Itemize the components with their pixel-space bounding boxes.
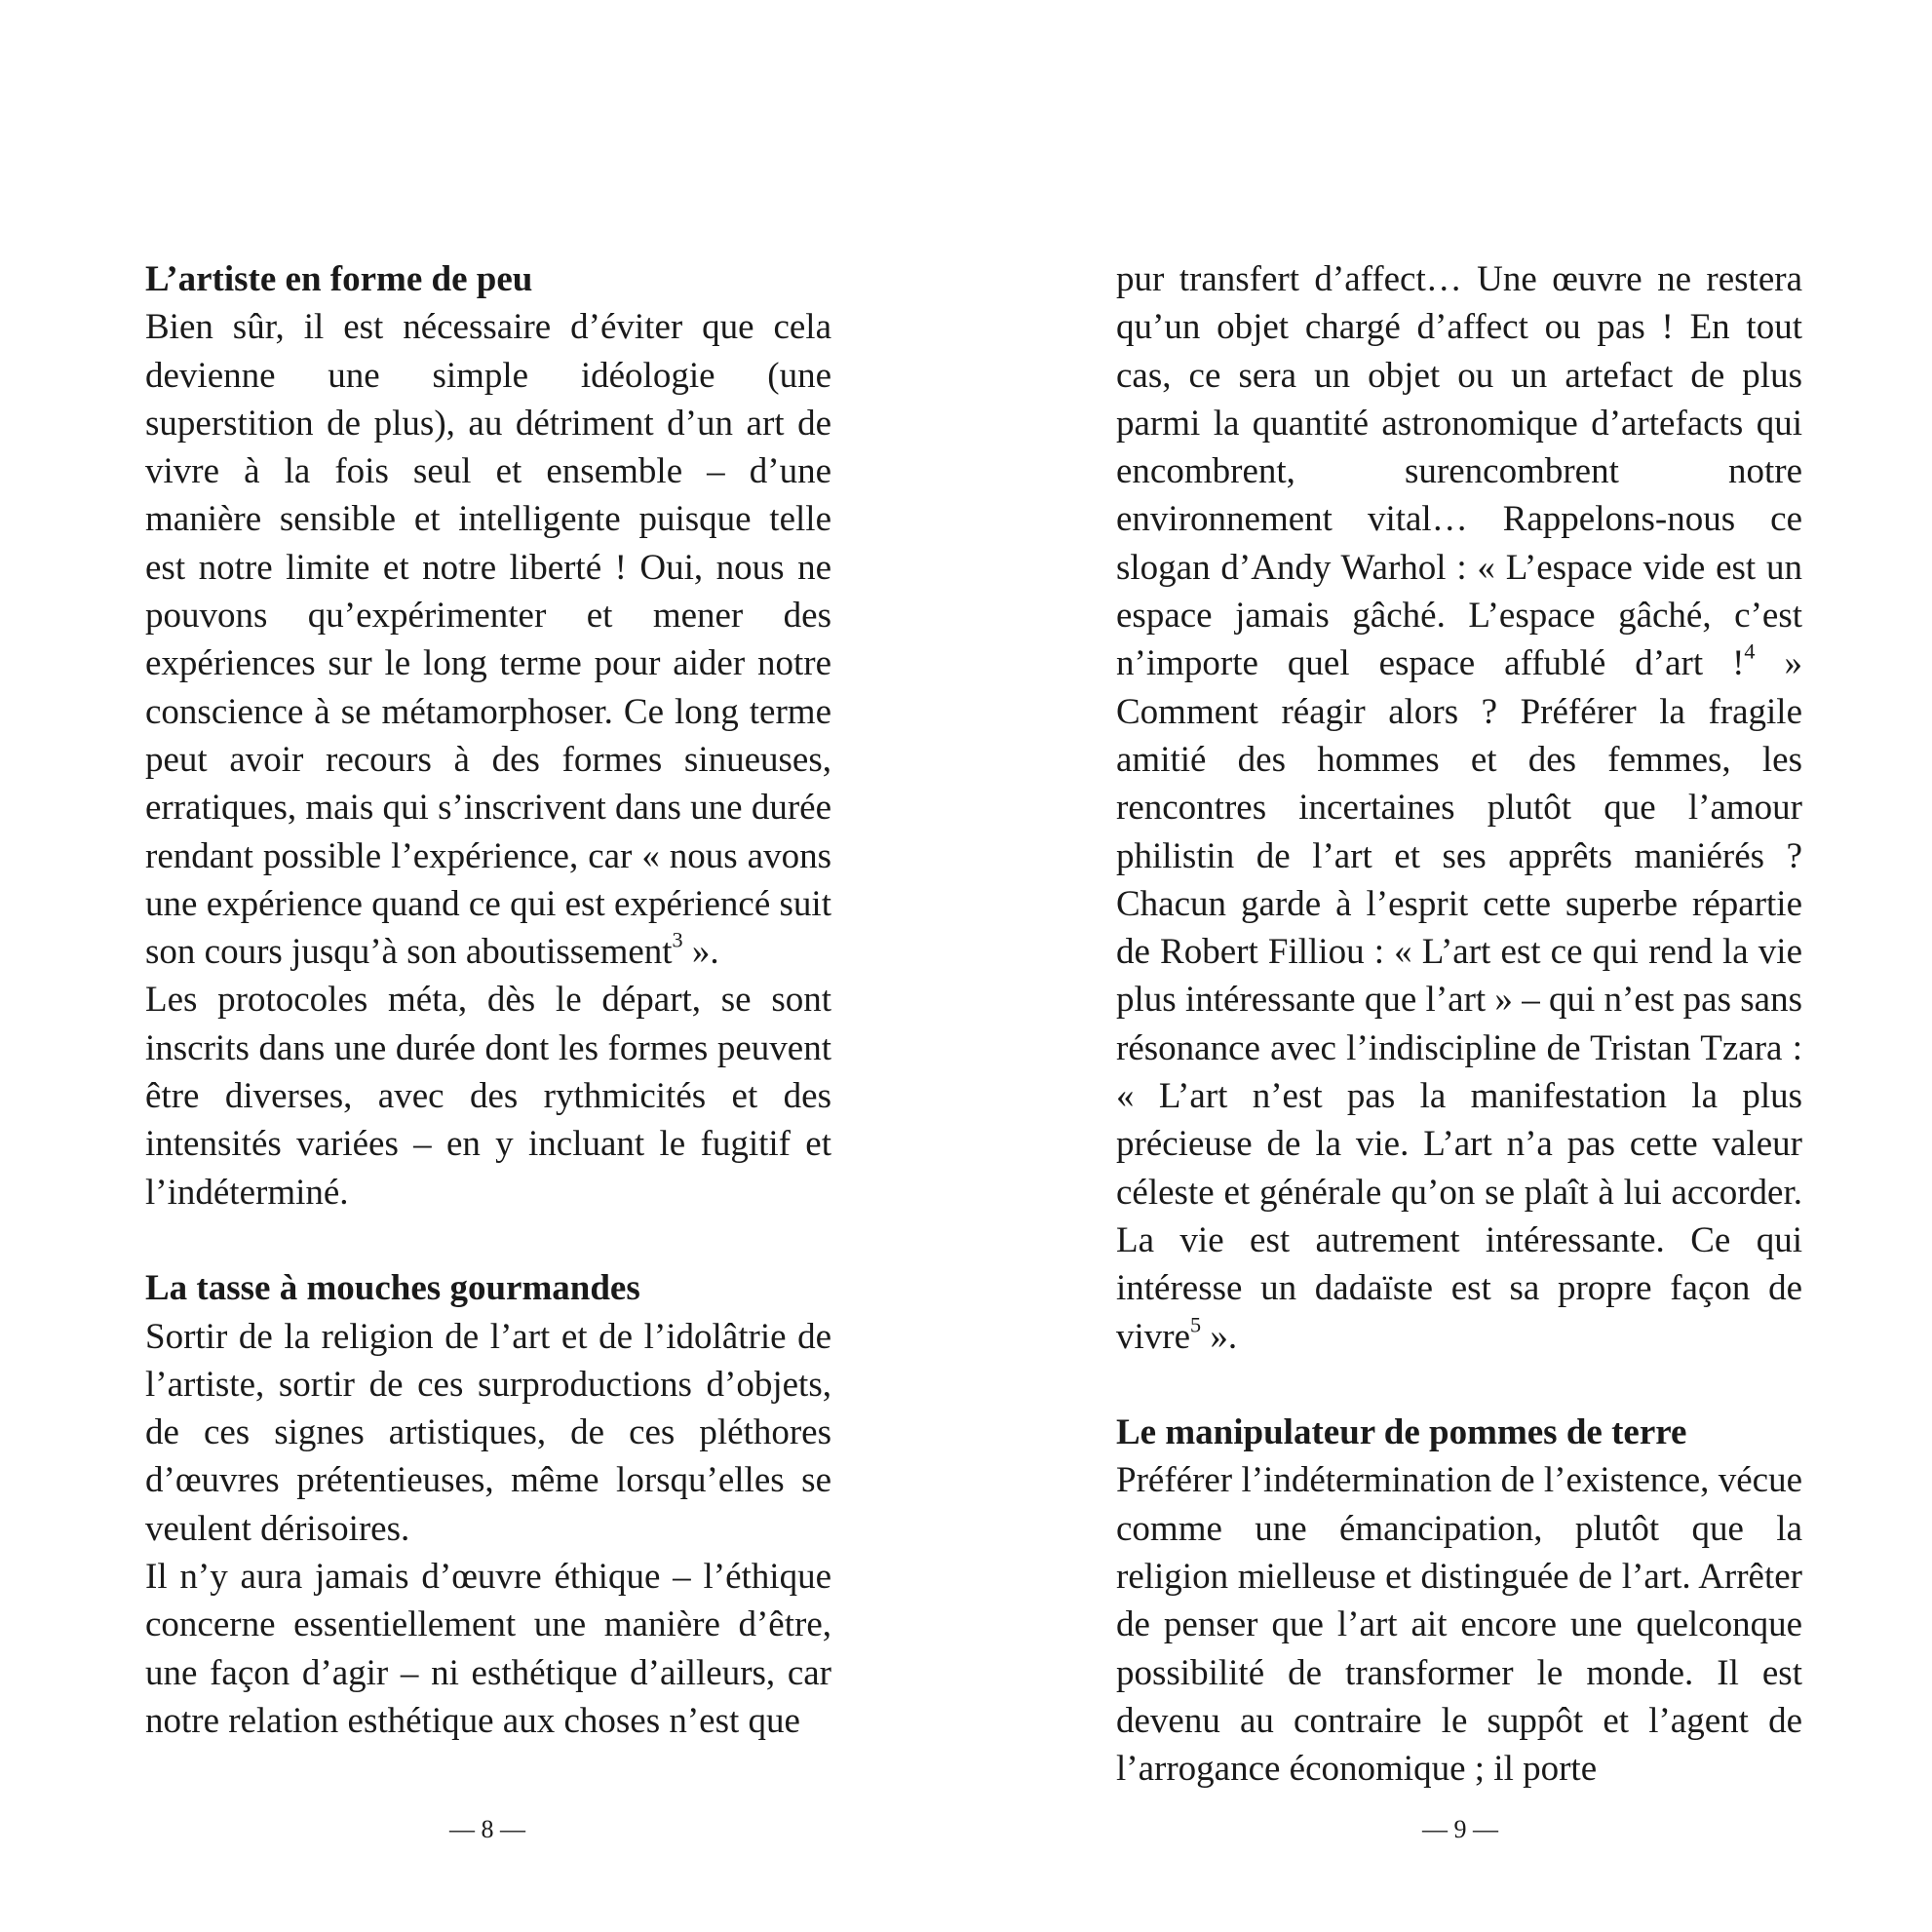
paragraph: Préférer l’indétermination de l’existence, vécue comme une émancipation, plutôt que la religion mielleuse et distinguée de l’art. Arrêter de penser que l’art ait encore une quelconque possibilité de transformer le monde. Il est devenu au contraire le suppôt et l’agent de l’arrogance économique ; il porte xyxy=(1116,1460,1802,1790)
paragraph-text: Bien sûr, il est nécessaire d’éviter que cela devienne une simple idéologie (une superstition de plus), au détriment d’un art de vivre à la fois seul et ensemble – d’une manière sensible et intelligente puisque telle est notre limite et notre liberté ! Oui, nous ne pouvons qu’expérimenter et mener des expériences sur le long terme pour aider notre conscience à se métamorphoser. Ce long terme peut avoir recours à des formes sinueuses, erratiques, mais qui s’inscrivent dans une durée rendant possible l’expérience, car « nous avons une expérience quand ce qui est expériencé suit son cours jusqu’à son aboutissement xyxy=(145,307,831,973)
left-page-column xyxy=(145,255,831,1745)
footnote-ref: 5 xyxy=(1190,1311,1202,1336)
paragraph-text-end: ». xyxy=(682,932,719,973)
paragraph xyxy=(145,303,831,976)
paragraph: Les protocoles méta, dès le départ, se sont inscrits dans une durée dont les formes peuvent être diverses, avec des rythmicités et des intensités variées – en y incluant le fugitif et l’indéterminé. xyxy=(145,980,831,1213)
paragraph xyxy=(1116,255,1802,1361)
section-heading: Le manipulateur de pommes de terre xyxy=(1116,1412,1687,1453)
section-gap xyxy=(1116,1361,1802,1409)
footnote-ref: 3 xyxy=(672,927,683,952)
paragraph-text: » Comment réagir alors ? Préférer la fragile amitié des hommes et des femmes, les rencontres incertaines plutôt que l’amour philistin de l’art et ses apprêts maniérés ? Chacun garde à l’esprit cette superbe répartie de Robert Filliou : « L’art est ce qui rend la vie plus intéressante que l’art » – qui n’est pas sans résonance avec l’indiscipline de Tristan Tzara : « L’art n’est pas la manifestation la plus précieuse de la vie. L’art n’a pas cette valeur céleste et générale qu’on se plaît à lui accorder. La vie est autrement intéressante. Ce qui intéresse un dadaïste est sa propre façon de vivre xyxy=(1116,643,1803,1357)
section-heading: La tasse à mouches gourmandes xyxy=(145,1268,640,1309)
section-heading: L’artiste en forme de peu xyxy=(145,259,533,299)
page-number-right: — 9 — xyxy=(1422,1815,1498,1843)
paragraph-text-end: ». xyxy=(1201,1316,1238,1357)
paragraph: Il n’y aura jamais d’œuvre éthique – l’éthique concerne essentiellement une manière d’être, une façon d’agir – ni esthétique d’ailleurs, car notre relation esthétique aux choses n’est que xyxy=(145,1557,831,1741)
footnote-ref: 4 xyxy=(1744,638,1756,664)
page-number-left: — 8 — xyxy=(449,1815,525,1843)
right-page-column xyxy=(1116,255,1802,1794)
section-gap xyxy=(145,1217,831,1264)
paragraph-text: pur transfert d’affect… Une œuvre ne restera qu’un objet chargé d’affect ou pas ! En tout cas, ce sera un objet ou un artefact de plus parmi la quantité astronomique d’artefacts qui encombrent, surencombrent notre environnement vital… Rappelons-nous ce slogan d’Andy Warhol : « L’espace vide est un espace jamais gâché. L’espace gâché, c’est n’importe quel espace affublé d’art ! xyxy=(1116,259,1802,684)
paragraph: Sortir de la religion de l’art et de l’idolâtrie de l’artiste, sortir de ces surproductions d’objets, de ces signes artistiques, de ces pléthores d’œuvres prétentieuses, même lorsqu’elles se veulent dérisoires. xyxy=(145,1316,831,1549)
